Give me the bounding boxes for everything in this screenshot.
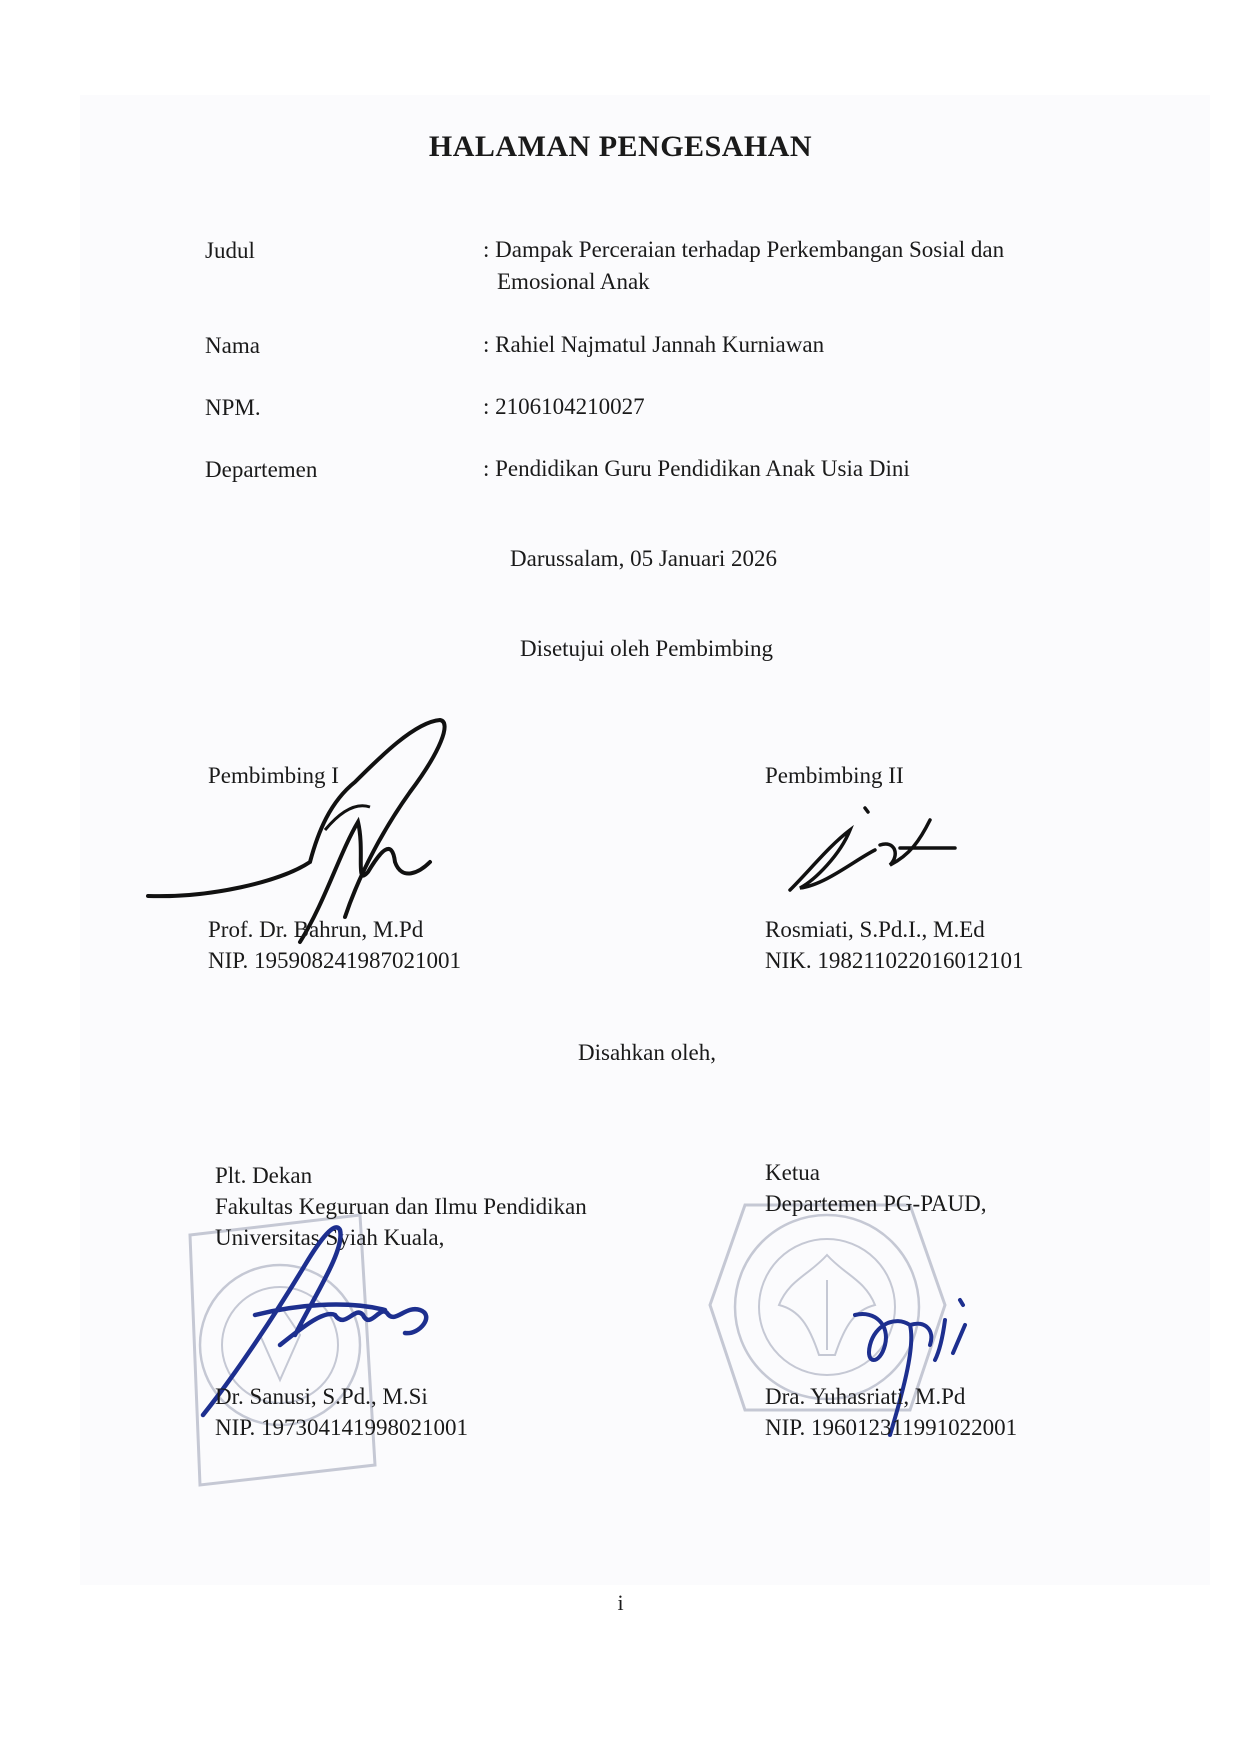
advisor2-name: Rosmiati, S.Pd.I., M.Ed [765,917,985,942]
page-number: i [617,1590,624,1615]
field-label-npm: NPM. [205,395,261,420]
advisor1-name: Prof. Dr. Bahrun, M.Pd [208,917,424,942]
dean-line3: Universitas Syiah Kuala, [215,1225,445,1250]
head-name: Dra. Yuhasriati, M.Pd [765,1384,966,1409]
field-value-npm: : 2106104210027 [483,394,645,419]
dean-name: Dr. Sanusi, S.Pd., M.Si [215,1384,428,1409]
dean-line2: Fakultas Keguruan dan Ilmu Pendidikan [215,1194,587,1219]
approved-by: Disetujui oleh Pembimbing [520,636,773,661]
field-value-judul-line2: Emosional Anak [497,269,650,294]
head-line2: Departemen PG-PAUD, [765,1191,987,1216]
page-title: HALAMAN PENGESAHAN [428,130,813,163]
dean-line1: Plt. Dekan [215,1163,313,1188]
field-value-judul-line1: : Dampak Perceraian terhadap Perkembangan Sosial dan [483,237,1005,262]
advisor1-id: NIP. 195908241987021001 [208,948,462,973]
ratified-by: Disahkan oleh, [578,1040,716,1065]
advisor2-role: Pembimbing II [765,763,904,788]
head-id: NIP. 196012311991022001 [765,1415,1018,1440]
dean-id: NIP. 197304141998021001 [215,1415,469,1440]
place-date: Darussalam, 05 Januari 2026 [510,546,777,571]
advisor2-signature [780,800,980,910]
field-value-nama: : Rahiel Najmatul Jannah Kurniawan [483,332,825,357]
field-label-judul: Judul [205,238,255,263]
field-label-departemen: Departemen [205,457,318,482]
advisor1-role: Pembimbing I [208,763,339,788]
head-line1: Ketua [765,1160,820,1185]
advisor2-id: NIK. 198211022016012101 [765,948,1024,973]
field-label-nama: Nama [205,333,260,358]
field-value-departemen: : Pendidikan Guru Pendidikan Anak Usia Dini [483,456,910,481]
